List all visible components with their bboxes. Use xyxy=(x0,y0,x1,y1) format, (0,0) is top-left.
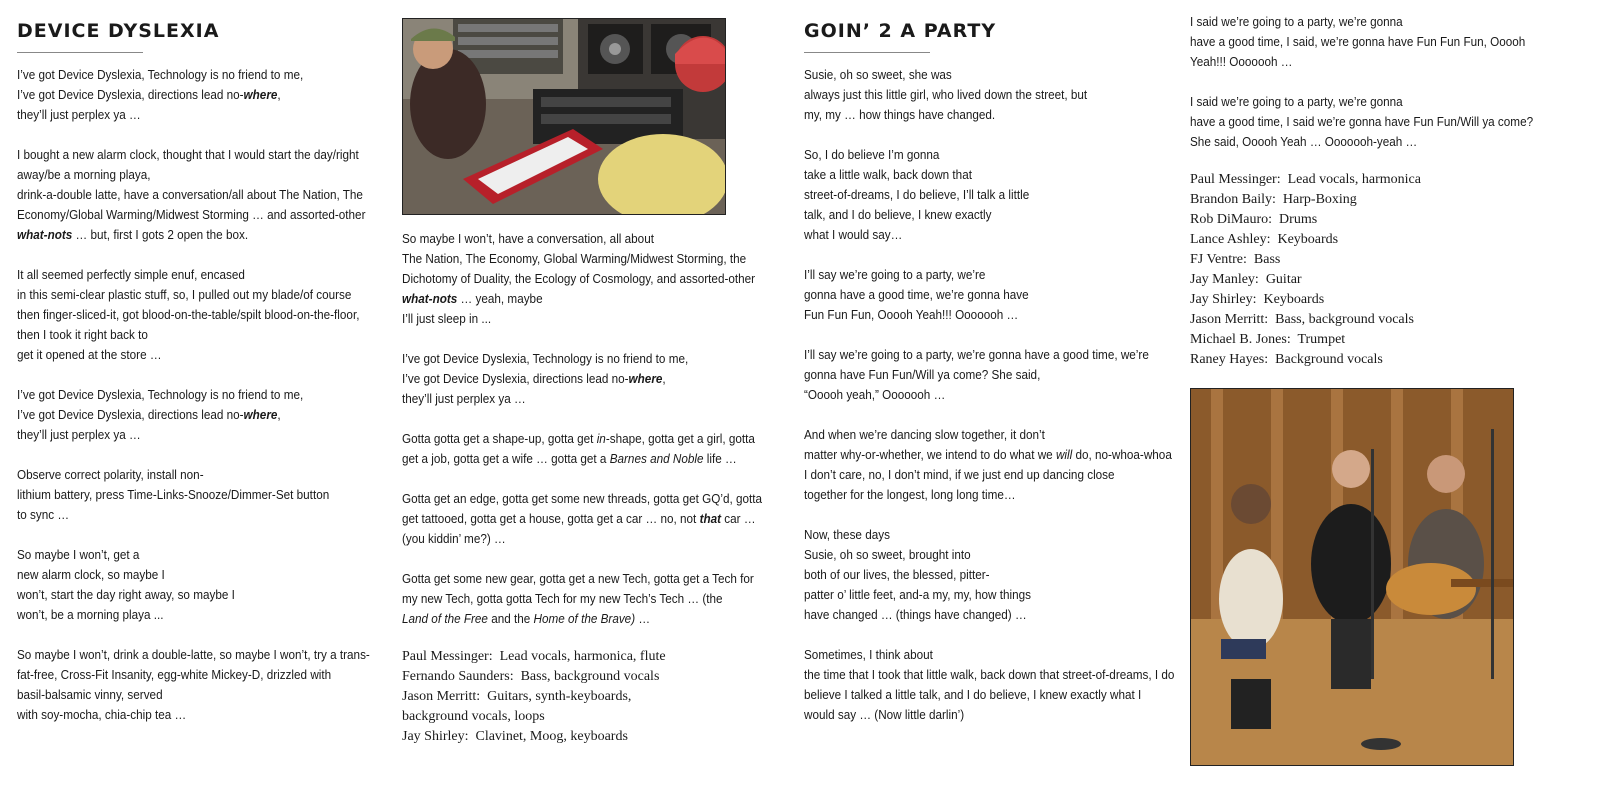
lyrics-goin-2-a-party xyxy=(804,65,1174,725)
credit-line: Paul Messinger: Lead vocals, harmonica xyxy=(1190,172,1421,187)
song-title-device-dyslexia: DEVICE DYSLEXIA xyxy=(17,20,220,42)
lyric-stanza: And when we’re dancing slow together, it don’t matter why-or-whether, we intend to do what we will do, no-whoa-whoa I don’t care, no, I don’t mind, if we just end up dancing close together for the longest, long long time… xyxy=(804,428,1172,502)
lyric-stanza: So maybe I won’t, have a conversation, all about The Nation, The Economy, Global Warming/Midwest Storming, the Dichotomy of Duality, the Ecology of Cosmology, and assorted-other what-nots … yeah, maybe I’ll just sleep in ... xyxy=(402,232,756,326)
credit-line: Jay Shirley: Clavinet, Moog, keyboards xyxy=(402,729,628,744)
lyric-stanza: I’ve got Device Dyslexia, Technology is no friend to me, I’ve got Device Dyslexia, directions lead no-where, they’ll just perplex ya … xyxy=(402,352,689,406)
lyric-stanza: Now, these days Susie, oh so sweet, brought into both of our lives, the blessed, pitter- patter o’ little feet, and-a my, my, how things have changed … (things have changed) … xyxy=(804,528,1031,622)
column-goin-2-a-party-cont xyxy=(1190,12,1570,766)
credit-line: Paul Messinger: Lead vocals, harmonica, flute xyxy=(402,649,666,664)
credit-line: Jason Merritt: Bass, background vocals xyxy=(1190,312,1414,327)
lyric-stanza: I’ve got Device Dyslexia, Technology is no friend to me, I’ve got Device Dyslexia, directions lead no-where, they’ll just perplex ya … xyxy=(17,68,304,122)
song-title-goin-2-a-party: GOIN’ 2 A PARTY xyxy=(804,20,997,42)
lyric-stanza: So maybe I won’t, get a new alarm clock, so maybe I won’t, start the day right away, so maybe I won’t, be a morning playa ... xyxy=(17,548,235,622)
column-device-dyslexia-cont xyxy=(402,18,782,747)
lyric-stanza: I said we’re going to a party, we’re gonna have a good time, I said we’re gonna have Fun Fun/Will ya come? She said, Ooooh Yeah … Ooooooh-yeah … xyxy=(1190,95,1534,149)
lyric-stanza: I’ll say we’re going to a party, we’re gonna have a good time, we’re gonna have Fun Fun Fun, Ooooh Yeah!!! Ooooooh … xyxy=(804,268,1029,322)
lyric-stanza: I said we’re going to a party, we’re gonna have a good time, I said, we’re gonna have Fun Fun Fun, Ooooh Yeah!!! Ooooooh … xyxy=(1190,15,1526,69)
lyric-stanza: I’ve got Device Dyslexia, Technology is no friend to me, I’ve got Device Dyslexia, directions lead no-where, they’ll just perplex ya … xyxy=(17,388,304,442)
studio-photo-illustration xyxy=(403,19,725,214)
lyric-stanza: So, I do believe I’m gonna take a little walk, back down that street-of-dreams, I do believe, I’ll talk a little talk, and I do believe, I knew exactly what I would say… xyxy=(804,148,1030,242)
credit-line: Jay Shirley: Keyboards xyxy=(1190,292,1325,307)
credit-line: Michael B. Jones: Trumpet xyxy=(1190,332,1346,347)
lyric-stanza: Gotta get an edge, gotta get some new threads, gotta get GQ’d, gotta get tattooed, gotta get a house, gotta get a car … no, not that car … (you kiddin’ me?) … xyxy=(402,492,763,546)
acoustic-trio-photo xyxy=(1190,388,1514,766)
credit-line: Jay Manley: Guitar xyxy=(1190,272,1302,287)
lyric-stanza: Sometimes, I think about the time that I took that little walk, back down that street-of-dreams, I do believe I talked a little talk, and I do believe, I knew exactly what I would say … (Now little darlin’) xyxy=(804,648,1175,722)
title-divider xyxy=(804,52,930,53)
credit-line: Jason Merritt: Guitars, synth-keyboards, xyxy=(402,689,632,704)
credit-line: Brandon Baily: Harp-Boxing xyxy=(1190,192,1357,207)
credits-device-dyslexia xyxy=(402,647,782,747)
lyric-stanza: I bought a new alarm clock, thought that I would start the day/right away/be a morning playa, drink-a-double latte, have a conversation/all about The Nation, The Economy/Global Warming/Midwest Storming … and assorted-other what-nots … but, first I gots 2 open the box. xyxy=(17,148,366,242)
lyric-stanza: So maybe I won’t, drink a double-latte, so maybe I won’t, try a trans- fat-free, Cross-Fit Insanity, egg-white Mickey-D, drizzled with basil-balsamic vinny, served with soy-mocha, chia-chip tea … xyxy=(17,648,370,722)
credit-line: FJ Ventre: Bass xyxy=(1190,252,1281,267)
lyric-stanza: Gotta gotta get a shape-up, gotta get in-shape, gotta get a girl, gotta get a job, gotta get a wife … gotta get a Barnes and Noble life … xyxy=(402,432,755,466)
credit-line: background vocals, loops xyxy=(402,709,545,724)
lyrics-device-dyslexia xyxy=(17,65,387,725)
title-divider xyxy=(17,52,143,53)
credits-goin-2-a-party xyxy=(1190,170,1570,370)
trio-photo-illustration xyxy=(1191,389,1513,765)
lyrics-goin-2-a-party-cont xyxy=(1190,12,1570,152)
lyric-stanza: Observe correct polarity, install non- lithium battery, press Time-Links-Snooze/Dimmer-Set button to sync … xyxy=(17,468,330,522)
credit-line: Fernando Saunders: Bass, background vocals xyxy=(402,669,660,684)
lyric-stanza: Susie, oh so sweet, she was always just this little girl, who lived down the street, but my, my … how things have changed. xyxy=(804,68,1088,122)
lyric-stanza: It all seemed perfectly simple enuf, encased in this semi-clear plastic stuff, so, I pulled out my blade/of course then finger-sliced-it, got blood-on-the-table/spilt blood-on-the-floor, then I took it right back to get it opened at the store … xyxy=(17,268,360,362)
lyrics-device-dyslexia-cont xyxy=(402,229,782,629)
lyric-stanza: Gotta get some new gear, gotta get a new Tech, gotta get a Tech for my new Tech, gotta gotta Tech for my new Tech’s Tech … (the Land of the Free and the Home of the Brave) … xyxy=(402,572,754,626)
credit-line: Raney Hayes: Background vocals xyxy=(1190,352,1383,367)
credit-line: Lance Ashley: Keyboards xyxy=(1190,232,1339,247)
studio-keyboard-photo xyxy=(402,18,726,215)
lyric-stanza: I’ll say we’re going to a party, we’re gonna have a good time, we’re gonna have Fun Fun/Will ya come? She said, “Ooooh yeah,” Ooooooh … xyxy=(804,348,1149,402)
column-goin-2-a-party xyxy=(804,20,1174,745)
credit-line: Rob DiMauro: Drums xyxy=(1190,212,1318,227)
column-device-dyslexia xyxy=(17,20,387,745)
